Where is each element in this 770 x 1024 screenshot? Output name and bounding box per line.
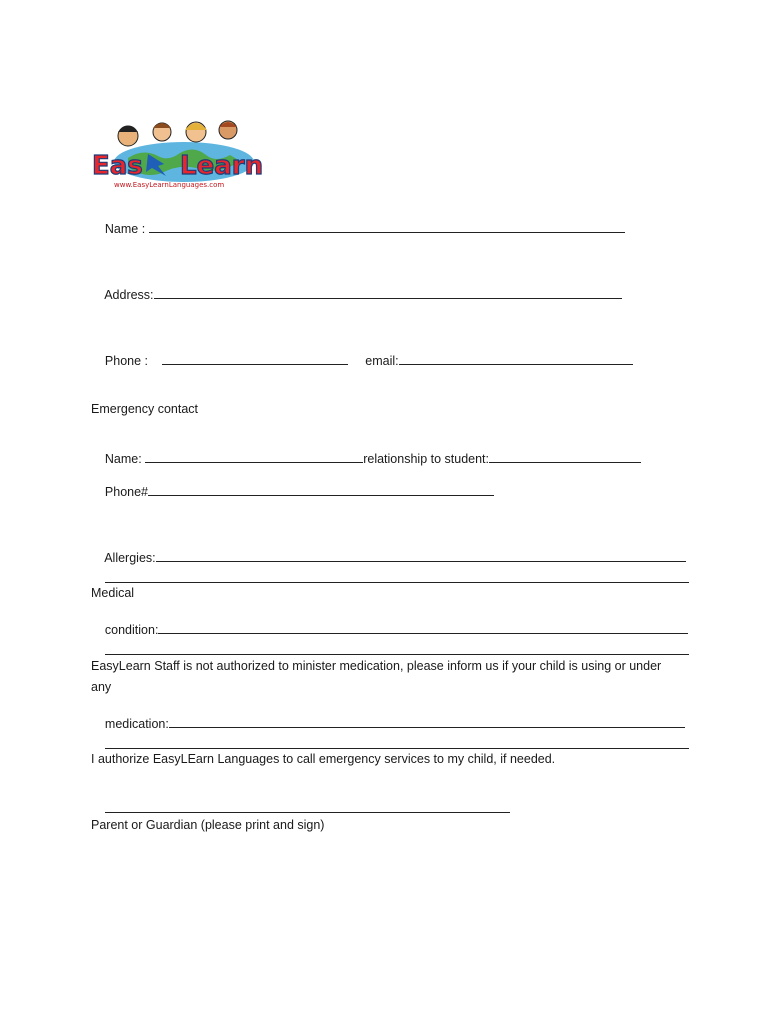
phone-label: Phone : — [104, 354, 148, 368]
emergency-name-field[interactable] — [145, 450, 363, 463]
emergency-heading: Emergency contact — [91, 402, 198, 416]
name-field[interactable] — [149, 220, 625, 233]
logo-wordmark: Eas — [92, 151, 143, 181]
relationship-label: relationship to student: — [363, 452, 489, 466]
emergency-phone-field[interactable] — [148, 483, 494, 496]
easylearn-logo — [88, 118, 280, 190]
address-field[interactable] — [154, 286, 622, 299]
medication-label: medication: — [104, 717, 169, 731]
svg-text:Learn: Learn — [180, 151, 264, 181]
name-label: Name : — [104, 222, 146, 236]
emergency-name-label: Name: — [104, 452, 142, 466]
address-row — [91, 271, 622, 318]
email-label: email: — [365, 354, 399, 368]
phone-email-row — [91, 337, 633, 384]
authorization-text: I authorize EasyLEarn Languages to call emergency services to my child, if needed. — [91, 752, 556, 766]
relationship-field[interactable] — [489, 450, 641, 463]
medication-note-2: any — [91, 680, 112, 694]
medical-field-2[interactable] — [105, 642, 689, 655]
address-label: Address: — [104, 288, 154, 302]
emergency-phone-label: Phone# — [104, 485, 149, 499]
phone-field[interactable] — [162, 352, 348, 365]
name-row — [91, 205, 625, 252]
allergies-row-2 — [91, 555, 689, 602]
medical-label-2: condition: — [104, 623, 159, 637]
signature-caption: Parent or Guardian (please print and sign) — [91, 818, 325, 832]
allergies-field-2[interactable] — [105, 570, 689, 583]
allergies-label: Allergies: — [104, 551, 156, 565]
email-field[interactable] — [399, 352, 633, 365]
medication-note-1: EasyLearn Staff is not authorized to minister medication, please inform us if your child is using or under — [91, 659, 662, 673]
emergency-phone-row — [91, 468, 494, 515]
medical-label-1: Medical — [91, 586, 135, 600]
signature-field[interactable] — [105, 800, 510, 813]
logo-url: www.EasyLearnLanguages.com — [114, 181, 225, 189]
medication-field-2[interactable] — [105, 736, 689, 749]
